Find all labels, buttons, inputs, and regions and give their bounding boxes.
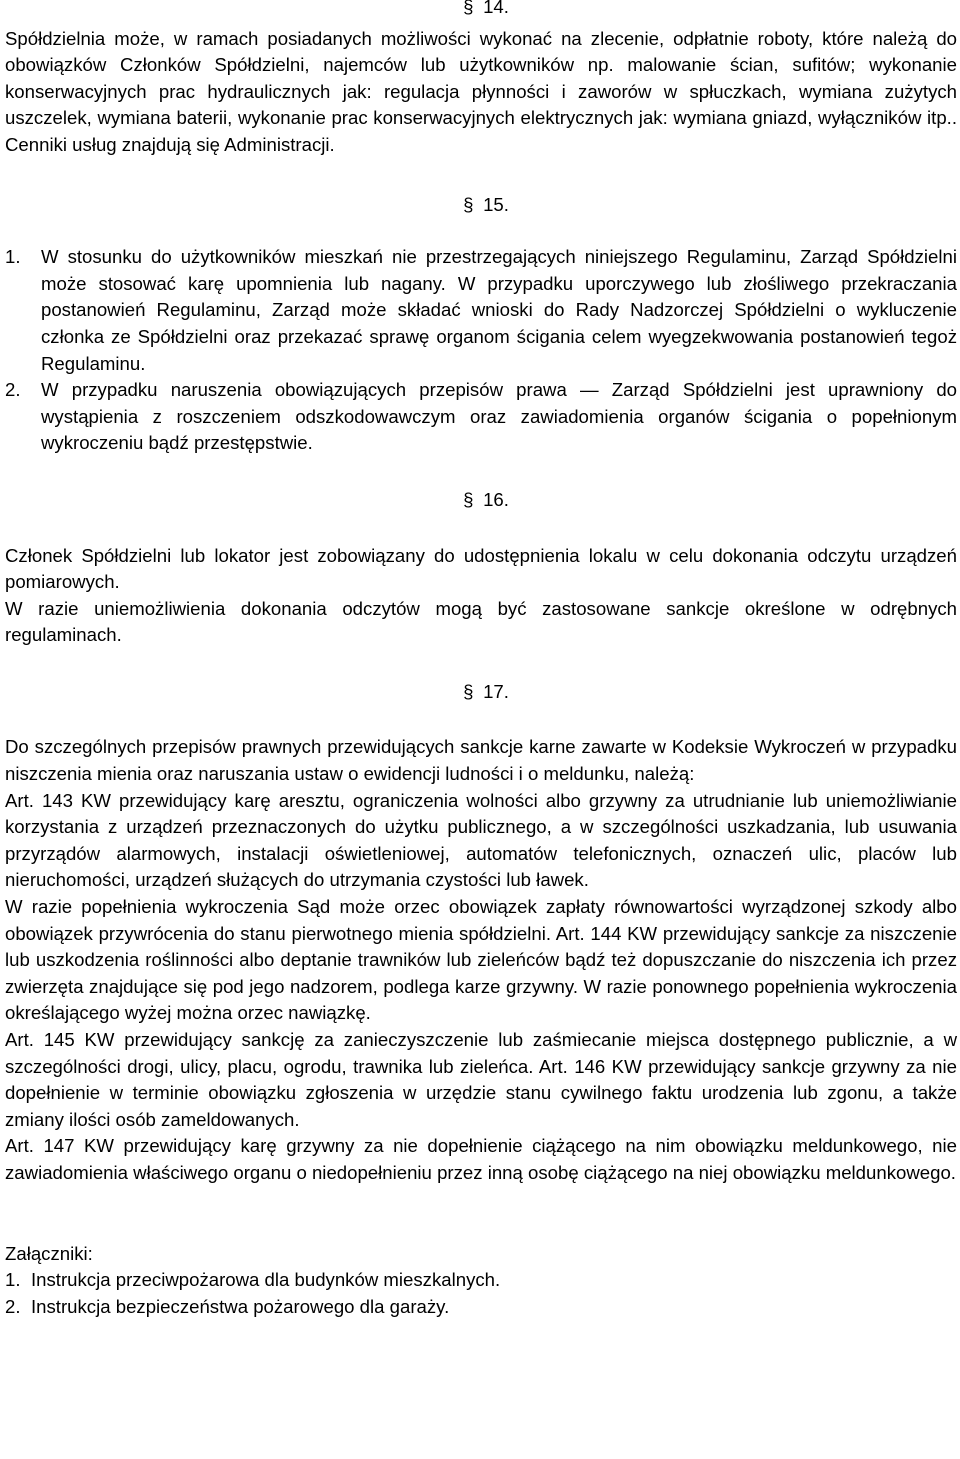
section-sign: § — [463, 488, 474, 510]
list-item-text: W przypadku naruszenia obowiązujących przepisów prawa — Zarząd Spółdzielni jest uprawniony do wystąpienia z roszczeniem odszkodowawczym oraz zawiadomienia organów ścigania o popełnionym wykroczeniu bądź przestępstwie. — [41, 379, 957, 454]
attachment-text: Instrukcja bezpieczeństwa pożarowego dla garaży. — [31, 1295, 450, 1317]
section-17-paragraph: W razie popełnienia wykroczenia Sąd może orzec obowiązek zapłaty równowartości wyrządzonej szkody albo obowiązek przywrócenia do stanu pierwotnego mienia spółdzielni. Art. 144 KW przewidujący sankcje za niszczenie lub uszkodzenia roślinności albo deptanie trawników lub zieleńców bądź też dopuszczanie do niszczenia ich przez zwierzęta znajdujące się pod jego nadzorem, podlega karze grzywny. W razie ponownego popełnienia wykroczenia określającego wyżej można orzec nawiązkę. — [5, 896, 957, 1024]
list-item-number: 1. — [5, 246, 21, 268]
section-16-paragraph: W razie uniemożliwienia dokonania odczytów mogą być zastosowane sankcje określone w odrębnych regulaminach. — [5, 597, 957, 646]
document-page — [5, 0, 957, 1320]
section-17-paragraph: Art. 145 KW przewidujący sankcję za zanieczyszczenie lub zaśmiecanie miejsca dostępnego publicznie, a w szczególności drogi, ulicy, placu, ogrodu, trawnika lub zieleńca. Art. 146 KW przewidujący sankcje grzywny za nie dopełnienie w terminie obowiązku zgłoszenia w urzędzie stanu cywilnego faktu urodzenia lub zgonu, a także zmiany ilości osób zameldowanych. — [5, 1029, 957, 1130]
section-heading-14 — [5, 0, 957, 21]
list-item — [5, 377, 957, 457]
section-sign: § — [463, 0, 474, 17]
section-heading-17 — [5, 679, 957, 706]
section-sign: § — [463, 193, 474, 215]
section-17-paragraph: Art. 143 KW przewidujący karę aresztu, ograniczenia wolności albo grzywny za utrudnianie lub uniemożliwianie korzystania z urządzeń przeznaczonych do użytku publicznego, a w szczególności uszkadzania, lub usuwania przyrządów alarmowych, instalacji oświetleniowej, automatów telefonicznych, oznaczeń ulic, placów lub nieruchomości, urządzeń służących do utrzymania czystości lub ławek. — [5, 789, 957, 891]
attachment-item — [5, 1294, 957, 1321]
attachment-text: Instrukcja przeciwpożarowa dla budynków mieszkalnych. — [31, 1269, 501, 1291]
section-14-paragraph: Spółdzielnia może, w ramach posiadanych możliwości wykonać na zlecenie, odpłatnie roboty, które należą do obowiązków Członków Spółdzielni, najemców lub użytkowników np. malowanie ścian, sufitów; wykonanie konserwacyjnych prac hydraulicznych jak: regulacja płynności i zaworów w spłuczkach, wymiana zużytych uszczelek, wymiana baterii, wykonanie prac konserwacyjnych elektrycznych jak: wymiana gniazd, wyłączników itp.. Cenniki usług znajdują się Administracji. — [5, 27, 957, 155]
section-16-paragraph: Członek Spółdzielni lub lokator jest zobowiązany do udostępnienia lokalu w celu dokonania odczytu urządzeń pomiarowych. — [5, 544, 957, 593]
section-17-paragraph: Do szczególnych przepisów prawnych przewidujących sankcje karne zawarte w Kodeksie Wykroczeń w przypadku niszczenia mienia oraz naruszania ustaw o ewidencji ludności i o meldunku, należą: — [5, 736, 957, 785]
list-item-text: W stosunku do użytkowników mieszkań nie przestrzegających niniejszego Regulaminu, Zarząd Spółdzielni może stosować karę upomnienia lub nagany. W przypadku uporczywego lub złośliwego przekraczania postanowień Regulaminu, Zarząd może składać wnioski do Rady Nadzorczej Spółdzielni o wykluczenie członka ze Spółdzielni oraz przekazać sprawę organom ścigania celem wyegzekwowania postanowień tegoż Regulaminu. — [41, 246, 957, 374]
section-number-text: 17. — [483, 680, 509, 702]
attachment-number: 2. — [5, 1295, 21, 1317]
section-number-text: 14. — [483, 0, 509, 17]
section-number-text: 15. — [483, 193, 509, 215]
section-17-paragraph: Art. 147 KW przewidujący karę grzywny za nie dopełnienie ciążącego na nim obowiązku meldunkowego, nie zawiadomienia właściwego organu o niedopełnieniu przez inną osobę ciążącego na niej obowiązku meldunkowego. — [5, 1135, 957, 1183]
list-item-number: 2. — [5, 379, 21, 401]
section-heading-15 — [5, 192, 957, 219]
attachments-list — [5, 1267, 957, 1320]
section-heading-16 — [5, 487, 957, 514]
list-item — [5, 244, 957, 377]
section-15-list — [5, 244, 957, 457]
section-sign: § — [463, 680, 474, 702]
attachment-number: 1. — [5, 1269, 21, 1291]
section-number-text: 16. — [483, 488, 509, 510]
attachments-label: Załączniki: — [5, 1242, 93, 1264]
attachment-item — [5, 1267, 957, 1294]
